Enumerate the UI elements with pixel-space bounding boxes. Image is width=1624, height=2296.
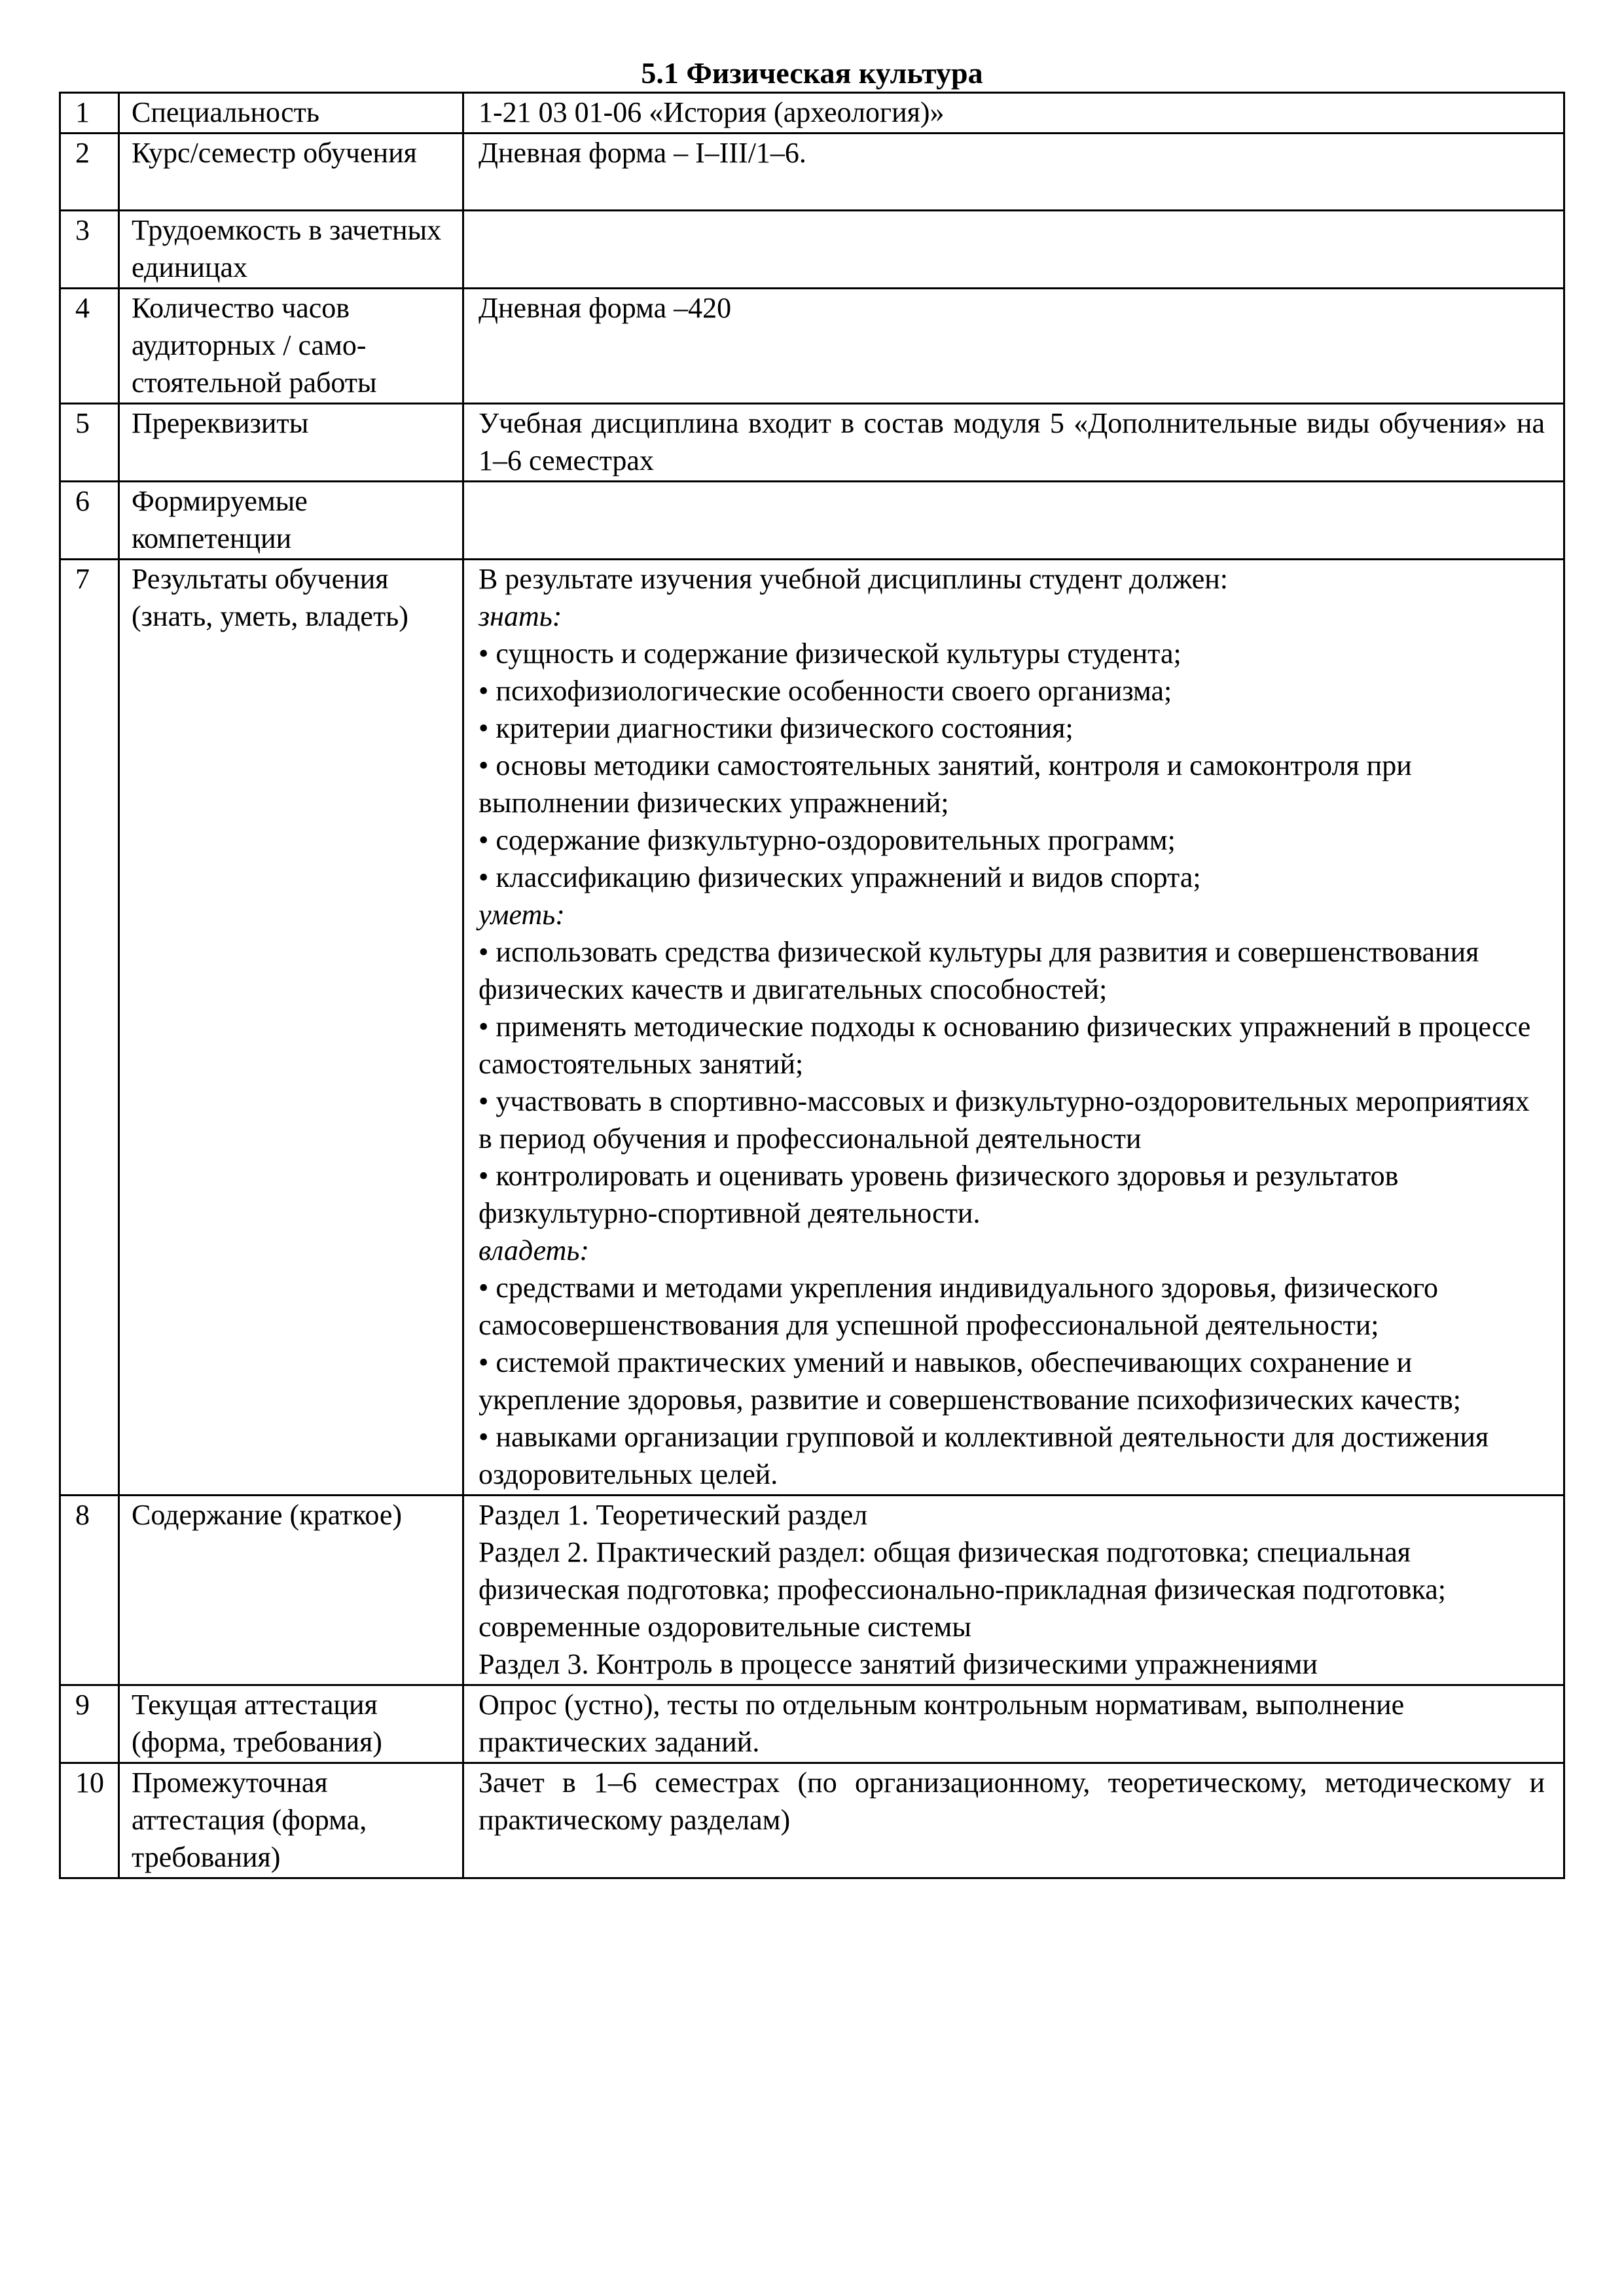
outcomes-heading-master: владеть: bbox=[478, 1234, 590, 1266]
row-label: Формируемые компетенции bbox=[119, 482, 463, 560]
list-item: • основы методики самостоятельных занятий, контроля и самоконтроля при выполнении физических упражнений; bbox=[478, 749, 1412, 819]
table-row bbox=[60, 1763, 1564, 1878]
learning-outcomes bbox=[463, 560, 1564, 1496]
row-label: Курс/семестр обучения bbox=[119, 134, 463, 211]
list-item: • навыками организации групповой и коллективной деятельности для достижения оздоровительных целей. bbox=[478, 1421, 1489, 1490]
outcomes-heading-know: знать: bbox=[478, 600, 562, 632]
row-value: 1-21 03 01-06 «История (археология)» bbox=[463, 93, 1564, 134]
row-value-empty bbox=[463, 211, 1564, 289]
page-title: 5.1 Физическая культура bbox=[641, 56, 983, 90]
row-value: Зачет в 1–6 семестрах (по организационному, теоретическому, методическому и практическому разделам) bbox=[463, 1763, 1564, 1878]
row-number: 3 bbox=[60, 211, 119, 289]
row-value: Дневная форма – I–III/1–6. bbox=[463, 134, 1564, 211]
outcomes-intro: В результате изучения учебной дисциплины студент должен: bbox=[478, 563, 1229, 595]
table-row bbox=[60, 134, 1564, 211]
table-row bbox=[60, 93, 1564, 134]
list-item: • участвовать в спортивно-массовых и физкультурно-оздоровительных мероприятиях в период обучения и профессиональной деятельности bbox=[478, 1085, 1530, 1155]
list-item: • контролировать и оценивать уровень физического здоровья и результатов физкультурно-спортивной деятельности. bbox=[478, 1160, 1399, 1229]
list-item: • критерии диагностики физического состояния; bbox=[478, 712, 1074, 744]
course-info-table bbox=[59, 92, 1565, 1879]
row-label: Специальность bbox=[119, 93, 463, 134]
list-item: • содержание физкультурно-оздоровительных программ; bbox=[478, 824, 1176, 856]
list-item: • использовать средства физической культуры для развития и совершенствования физических качеств и двигательных способностей; bbox=[478, 936, 1479, 1005]
row-number: 10 bbox=[60, 1763, 119, 1878]
table-row bbox=[60, 560, 1564, 1496]
list-item: • средствами и методами укрепления индивидуального здоровья, физического самосовершенствования для успешной профессиональной деятельности; bbox=[478, 1272, 1439, 1341]
row-number: 8 bbox=[60, 1496, 119, 1685]
row-number: 4 bbox=[60, 289, 119, 404]
section-item: Раздел 3. Контроль в процессе занятий физическими упражнениями bbox=[478, 1648, 1318, 1680]
row-label: Содержание (краткое) bbox=[119, 1496, 463, 1685]
row-number: 2 bbox=[60, 134, 119, 211]
row-label: Трудоемкость в зачетных единицах bbox=[119, 211, 463, 289]
list-item: • применять методические подходы к основанию физических упражнений в процессе самостоятельных занятий; bbox=[478, 1011, 1531, 1080]
row-value bbox=[463, 1496, 1564, 1685]
row-label: Количество часов аудиторных / само-стоятельной работы bbox=[119, 289, 463, 404]
table-row bbox=[60, 1685, 1564, 1763]
list-item: • психофизиологические особенности своего организма; bbox=[478, 675, 1172, 707]
row-number: 1 bbox=[60, 93, 119, 134]
list-item: • классификацию физических упражнений и видов спорта; bbox=[478, 861, 1201, 893]
table-row bbox=[60, 404, 1564, 482]
table-row bbox=[60, 1496, 1564, 1685]
list-item: • сущность и содержание физической культуры студента; bbox=[478, 637, 1182, 670]
row-number: 5 bbox=[60, 404, 119, 482]
row-label: Результаты обучения (знать, уметь, владеть) bbox=[119, 560, 463, 1496]
row-value-empty bbox=[463, 482, 1564, 560]
section-item: Раздел 2. Практический раздел: общая физическая подготовка; специальная физическая подготовка; профессионально-прикладная физическая подготовка; современные оздоровительные системы bbox=[478, 1536, 1446, 1643]
row-value: Учебная дисциплина входит в состав модуля 5 «Дополнительные виды обучения» на 1–6 семестрах bbox=[463, 404, 1564, 482]
row-label: Промежуточная аттестация (форма, требования) bbox=[119, 1763, 463, 1878]
row-value: Опрос (устно), тесты по отдельным контрольным нормативам, выполнение практических заданий. bbox=[463, 1685, 1564, 1763]
table-row bbox=[60, 482, 1564, 560]
row-number: 9 bbox=[60, 1685, 119, 1763]
table-row bbox=[60, 211, 1564, 289]
row-number: 6 bbox=[60, 482, 119, 560]
row-label: Пререквизиты bbox=[119, 404, 463, 482]
outcomes-heading-can: уметь: bbox=[478, 899, 565, 931]
list-item: • системой практических умений и навыков, обеспечивающих сохранение и укрепление здоровья, развитие и совершенствование психофизических качеств; bbox=[478, 1346, 1461, 1416]
table-row bbox=[60, 289, 1564, 404]
row-value: Дневная форма –420 bbox=[463, 289, 1564, 404]
row-label: Текущая аттестация (форма, требования) bbox=[119, 1685, 463, 1763]
row-number: 7 bbox=[60, 560, 119, 1496]
section-item: Раздел 1. Теоретический раздел bbox=[478, 1499, 868, 1531]
